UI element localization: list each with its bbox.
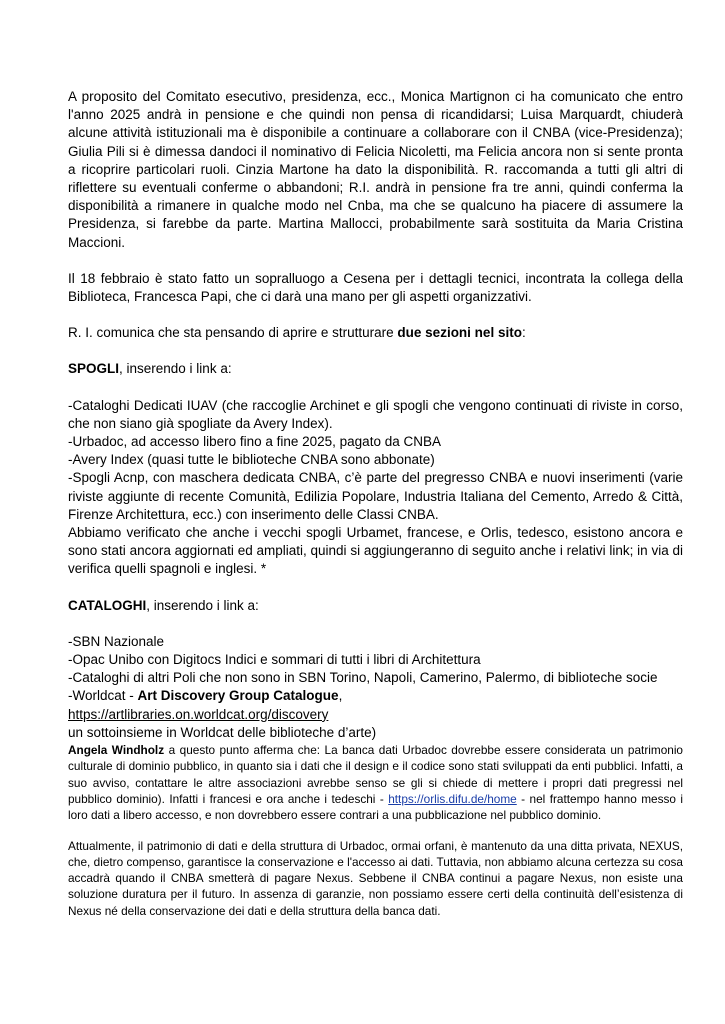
spacer — [68, 579, 683, 597]
worldcat-title: Art Discovery Group Catalogue — [137, 688, 339, 704]
site-sections-end: : — [521, 325, 526, 341]
cataloghi-heading: CATALOGHI — [68, 597, 147, 613]
paragraph-windholz — [68, 742, 683, 823]
paragraph-committee: A proposito del Comitato esecutivo, presidenza, ecc., Monica Martignon ci ha comunicato che entro l'anno 2025 andrà in pensione e che quindi non pensa di ricandidarsi; Luisa Marquardt, chiuderà alcune attività istituzionali ma è disponibile a continuare a collaborare con il CNBA (vice-Presidenza); Giulia Pili si è dimessa dandoci il nominativo di Felicia Nicoletti, ma Felicia ancora non si sente pronta a ricoprire particolari ruoli. Cinzia Martone ha dato la disponibilità. R. raccomanda a tutti gli altri di riflettere su eventuali conferme o abbandoni; R.I. andrà in pensione fra tre anni, quindi conferma la disponibilità a rimanere in qualche modo nel Cnba, ma che se qualcuno ha piacere di assumere la Presidenza, si farebbe da parte. Martina Mallocci, probabilmente sarà sostituita da Maria Cristina Maccioni. — [68, 89, 683, 250]
cataloghi-worldcat — [68, 687, 683, 705]
cataloghi-item: -SBN Nazionale — [68, 633, 165, 649]
windholz-text: a questo punto afferma che: La banca dati Urbadoc dovrebbe essere considerata un patrimonio culturale di dominio pubblico, in quanto sia i dati che il design e il codice sono stati sviluppati da enti pubblici. Infatti, a suo avviso, contattare le altre associazioni avrebbe senso se gli si chiede di mettere i propri dati pregressi nel pubblico dominio). Infatti i francesi e ora anche i tedeschi - — [68, 743, 683, 806]
site-sections-bold: due sezioni nel sito — [397, 325, 522, 341]
spacer — [68, 342, 683, 360]
document-page — [68, 88, 683, 919]
paragraph-cesena-visit: Il 18 febbraio è stato fatto un sopralluogo a Cesena per i dettagli tecnici, incontrata la collega della Biblioteca, Francesca Papi, che ci darà una mano per gli aspetti organizzativi. — [68, 270, 683, 305]
spogli-heading: SPOGLI — [68, 361, 120, 377]
spacer — [68, 379, 683, 397]
spogli-item: -Urbadoc, ad accesso libero fino a fine 2025, pagato da CNBA — [68, 434, 441, 450]
spogli-intro: , inserendo i link a: — [119, 361, 232, 377]
site-sections-text: R. I. comunica che sta pensando di aprire e strutturare — [68, 325, 398, 341]
windholz-text-after: - nel frattempo hanno messo i loro dati a libero accesso, e non dovrebbero essere contrari a una pubblicazione nel pubblico dominio. — [68, 791, 683, 823]
orlis-link[interactable]: https://orlis.difu.de/home — [388, 791, 517, 806]
cataloghi-intro: , inserendo i link a: — [146, 597, 259, 613]
spogli-item: -Cataloghi Dedicati IUAV (che raccoglie Archinet e gli spogli che vengono continuati di riviste in corso, che non siano già spogliate da Avery Index). — [68, 397, 683, 431]
spogli-note: Abbiamo verificato che anche i vecchi spogli Urbamet, francese, e Orlis, tedesco, esistono ancora e sono stati ancora aggiornati ed ampliati, quindi si aggiungeranno di seguito anche i relativi link; in via di verifica quelli spagnoli e inglesi. * — [68, 525, 683, 577]
spacer — [68, 615, 683, 633]
paragraph-site-sections — [68, 324, 683, 342]
cataloghi-heading-line — [68, 597, 683, 615]
spogli-heading-line — [68, 360, 683, 378]
spacer — [68, 252, 683, 270]
worldcat-url-line — [68, 706, 683, 724]
spogli-item: -Avery Index (quasi tutte le biblioteche CNBA sono abbonate) — [68, 452, 435, 468]
cataloghi-item: -Opac Unibo con Digitocs Indici e sommari di tutti i libri di Architettura — [68, 652, 481, 668]
spacer — [68, 306, 683, 324]
worldcat-prefix: -Worldcat - — [68, 688, 138, 704]
worldcat-suffix: , — [338, 688, 343, 704]
windholz-name: Angela Windholz — [68, 743, 165, 758]
paragraph-closing: Attualmente, il patrimonio di dati e della struttura di Urbadoc, ormai orfani, è mantenuto da una ditta privata, NEXUS, che, dietro compenso, garantisce la conservazione e l'accesso ai dati. Tuttavia, non abbiamo alcuna certezza su cosa accadrà quando il CNBA smetterà di pagare Nexus. Sebbene il CNBA continui a pagare Nexus, non esiste una soluzione duratura per il futuro. In assenza di garanzie, non possiamo essere certi della continuità dell’esistenza di Nexus né della conservazione dei dati e della struttura della banca dati. — [68, 838, 683, 918]
worldcat-link[interactable]: https://artlibraries.on.worldcat.org/discovery — [68, 706, 329, 722]
cataloghi-item: -Cataloghi di altri Poli che non sono in SBN Torino, Napoli, Camerino, Palermo, di biblioteche socie — [68, 670, 658, 686]
spacer — [68, 824, 683, 838]
worldcat-note: un sottoinsieme in Worldcat delle biblioteche d’arte) — [68, 724, 377, 740]
spogli-item: -Spogli Acnp, con maschera dedicata CNBA, c’è parte del pregresso CNBA e nuovi inserimenti (varie riviste aggiunte di recente Comunità, Edilizia Popolare, Industria Italiana del Cemento, Arredo & Città, Firenze Architettura, ecc.) con inserimento delle Classi CNBA. — [68, 470, 683, 522]
